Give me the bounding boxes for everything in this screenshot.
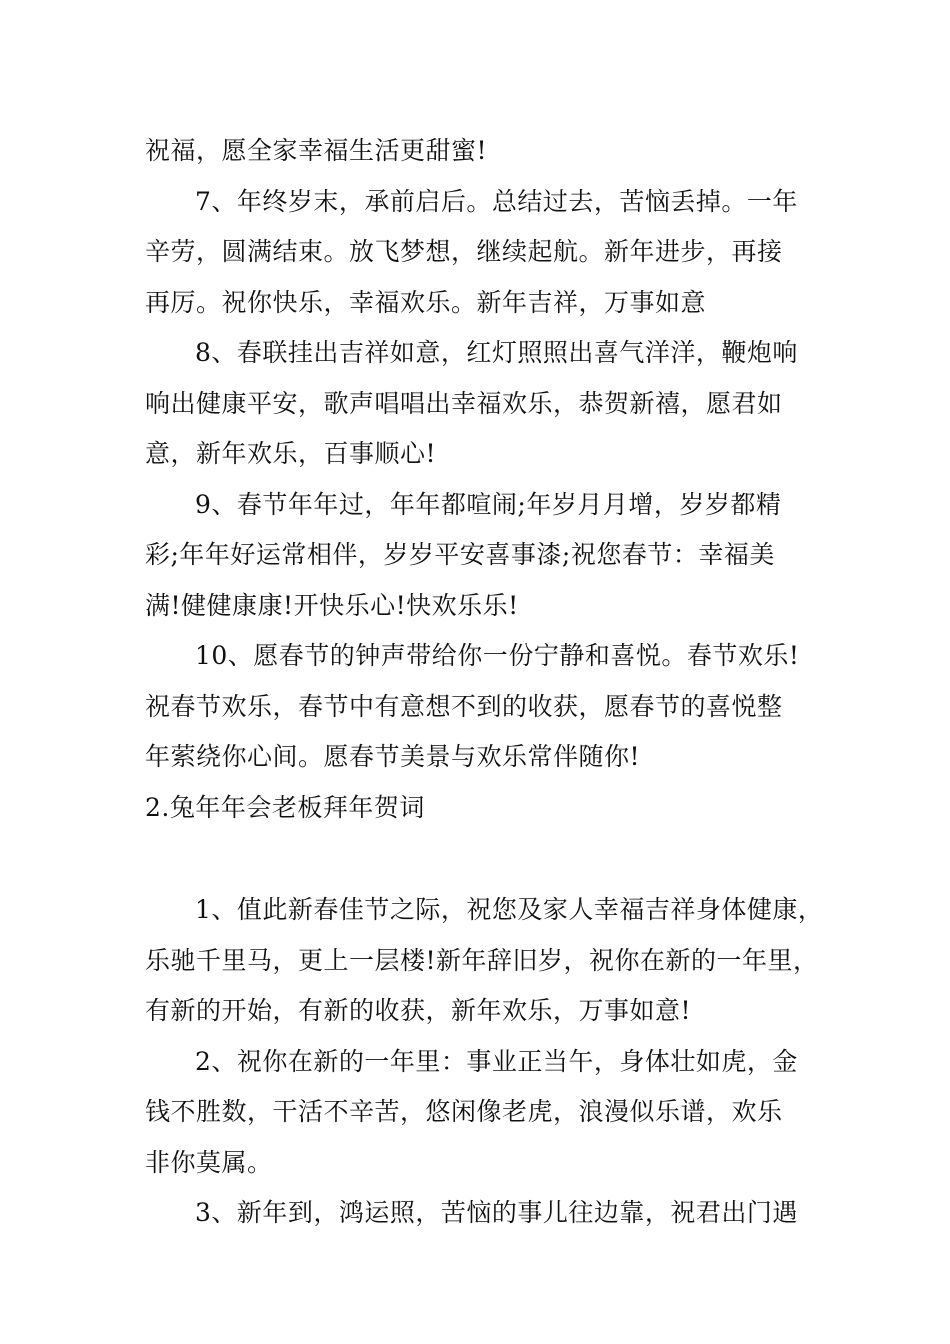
paragraph-line: 响出健康平安，歌声唱唱出幸福欢乐，恭贺新禧，愿君如	[145, 388, 783, 418]
paragraph-line: 彩;年年好运常相伴，岁岁平安喜事漆;祝您春节：幸福美	[145, 540, 775, 569]
blank-spacer	[145, 833, 815, 885]
paragraph-line: 祝福，愿全家幸福生活更甜蜜!	[145, 136, 488, 165]
paragraph-line: 非你莫属。	[145, 1147, 273, 1177]
paragraph-line: 再厉。祝你快乐，幸福欢乐。新年吉祥，万事如意	[145, 287, 707, 317]
paragraph-line: 祝春节欢乐，春节中有意想不到的收获，愿春节的喜悦整	[145, 691, 783, 721]
paragraph-line: 9、春节年年过，年年都喧闹;年岁月月增，岁岁都精	[195, 489, 782, 519]
paragraph-line: 钱不胜数，干活不辛苦，悠闲像老虎，浪漫似乐谱，欢乐	[145, 1097, 783, 1126]
paragraph-line: 2、祝你在新的一年里：事业正当午，身体壮如虎，金	[195, 1046, 798, 1076]
paragraph-line: 3、新年到，鸿运照，苦恼的事儿往边靠，祝君出门遇	[195, 1198, 798, 1227]
paragraph-line: 8、春联挂出吉祥如意，红灯照照出喜气洋洋，鞭炮响	[195, 338, 798, 367]
paragraph-line: 10、愿春节的钟声带给你一份宁静和喜悦。春节欢乐!	[195, 641, 800, 670]
paragraph-line: 满!健健康康!开快乐心!快欢乐乐!	[145, 590, 519, 620]
paragraph-line: 有新的开始，有新的收获，新年欢乐，万事如意!	[145, 996, 692, 1025]
paragraph-line: 1、值此新春佳节之际，祝您及家人幸福吉祥身体健康，	[195, 895, 824, 924]
paragraph-line: 意，新年欢乐，百事顺心!	[145, 439, 437, 468]
paragraph-line: 7、年终岁末，承前启后。总结过去，苦恼丢掉。一年	[195, 186, 798, 216]
paragraph-line: 乐驰千里马，更上一层楼!新年辞旧岁，祝你在新的一年里，	[145, 945, 819, 975]
section-heading: 2.兔年年会老板拜年贺词	[145, 792, 425, 822]
document-body	[145, 126, 824, 1239]
paragraph-line: 辛劳，圆满结束。放飞梦想，继续起航。新年进步，再接	[145, 237, 783, 266]
paragraph-line: 年萦绕你心间。愿春节美景与欢乐常伴随你!	[145, 742, 641, 771]
